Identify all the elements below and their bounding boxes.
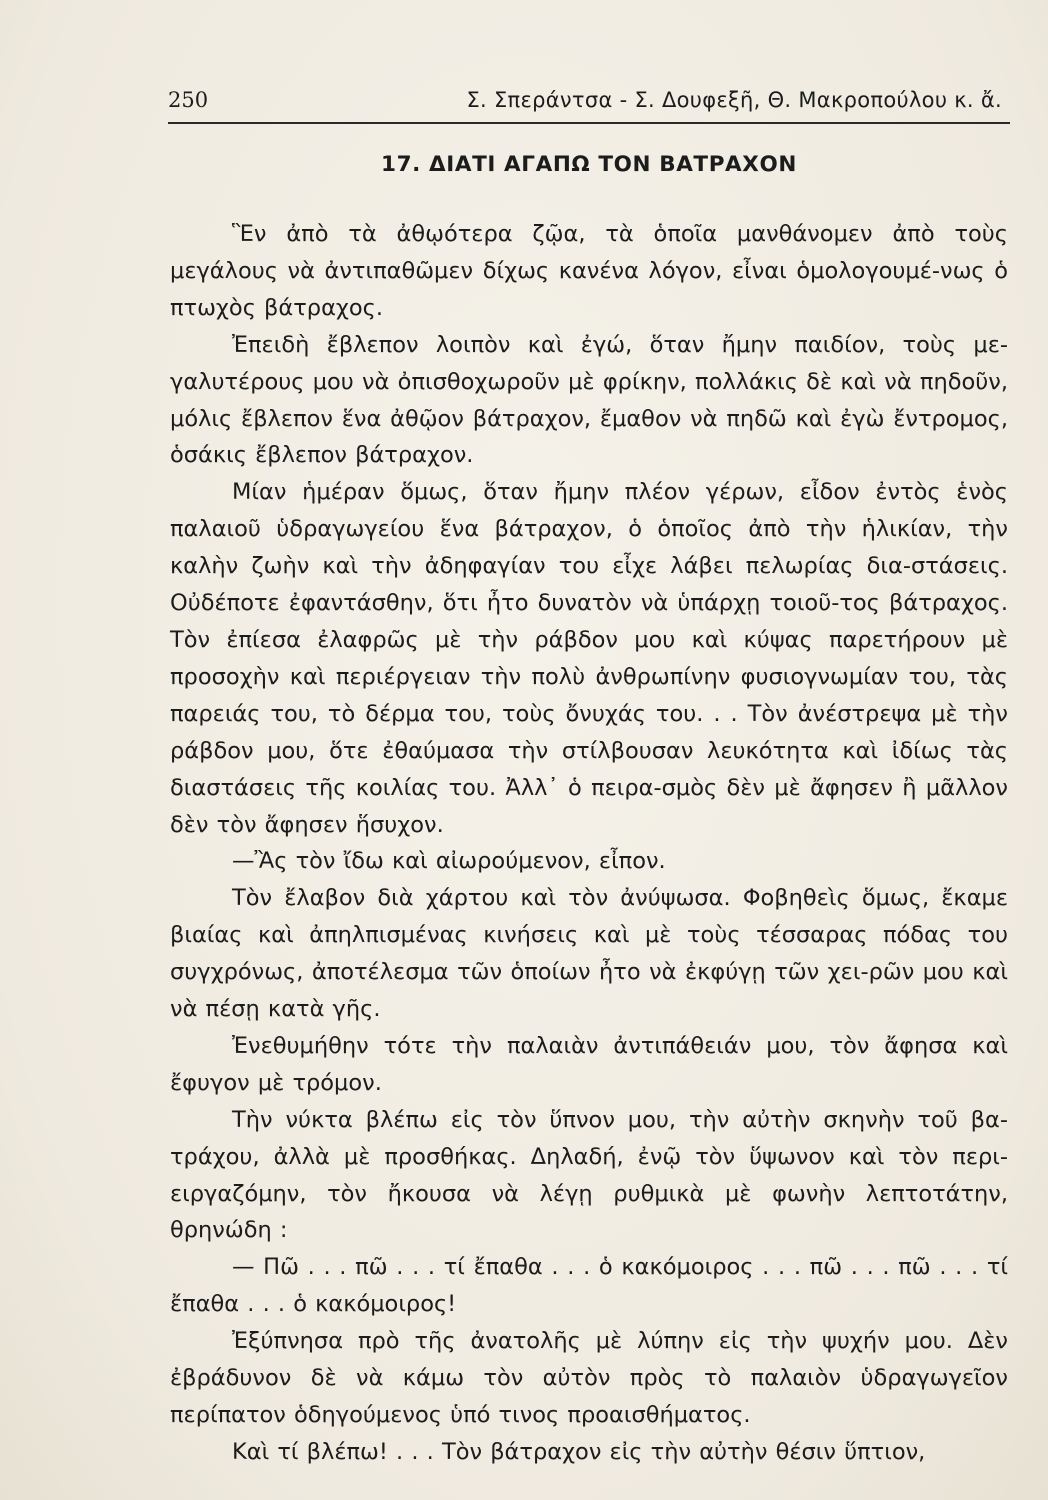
paragraph: Τὴν νύκτα βλέπω εἰς τὸν ὕπνον μου, τὴν αὐτὴν σκηνὴν τοῦ βα-τράχου, ἀλλὰ μὲ προσθήκας. Δηλαδή, ἐνῷ τὸν ὕψωνον καὶ τὸν περι-ειργαζόμην, τὸν ἤκουσα νὰ λέγῃ ρυθμικὰ μὲ φωνὴν λεπτοτάτην, θρηνώδη : (170, 1106, 1008, 1244)
paragraph: Μίαν ἡμέραν ὅμως, ὅταν ἤμην πλέον γέρων, εἶδον ἐντὸς ἑνὸς παλαιοῦ ὑδραγωγείου ἕνα βάτραχον, ὁ ὁποῖος ἀπὸ τὴν ἡλικίαν, τὴν καλὴν ζωὴν καὶ τὴν ἀδηφαγίαν του εἶχε λάβει πελωρίας δια-στάσεις. Οὐδέποτε ἐφαντάσθην, ὅτι ἦτο δυνατὸν νὰ ὑπάρχῃ τοιοῦ-τος βάτραχος. Τὸν ἐπίεσα ἐλαφρῶς μὲ τὴν ράβδον μου καὶ κύψας παρετήρουν μὲ προσοχὴν καὶ περιέργειαν τὴν πολὺ ἀνθρωπίνην φυσιογνωμίαν του, τὰς παρειάς του, τὸ δέρμα του, τοὺς ὄνυχάς του. . . Τὸν ἀνέστρεψα μὲ τὴν ράβδον μου, ὅτε ἐθαύμασα τὴν στίλβουσαν λευκότητα καὶ ἰδίως τὰς διαστάσεις τῆς κοιλίας του. Ἀλλ᾽ ὁ πειρα-σμὸς δὲν μὲ ἄφησεν ἢ μᾶλλον δὲν τὸν ἄφησεν ἥσυχον. (170, 479, 1008, 838)
page-number: 250 (168, 88, 209, 112)
paragraph: Ἐνεθυμήθην τότε τὴν παλαιὰν ἀντιπάθειάν μου, τὸν ἄφησα καὶ ἔφυγον μὲ τρόμον. (170, 1032, 1008, 1096)
paragraph: Ἐξύπνησα πρὸ τῆς ἀνατολῆς μὲ λύπην εἰς τὴν ψυχήν μου. Δὲν ἐβράδυνον δὲ νὰ κάμω τὸν αὐτὸν πρὸς τὸ παλαιὸν ὑδραγωγεῖον περίπατον ὁδηγούμενος ὑπό τινος προαισθήματος. (170, 1328, 1008, 1428)
paragraph: Ἐπειδὴ ἔβλεπον λοιπὸν καὶ ἐγώ, ὅταν ἤμην παιδίον, τοὺς με-γαλυτέρους μου νὰ ὀπισθοχωροῦν μὲ φρίκην, πολλάκις δὲ καὶ νὰ πηδοῦν, μόλις ἔβλεπον ἕνα ἀθῷον βάτραχον, ἔμαθον νὰ πηδῶ καὶ ἐγὼ ἔντρομος, ὁσάκις ἔβλεπον βάτραχον. (170, 331, 1008, 469)
chapter-title: 17. ΔΙΑΤΙ ΑΓΑΠΩ ΤΟΝ ΒΑΤΡΑΧΟΝ (381, 152, 797, 177)
running-head-authors: Σ. Σπεράντσα - Σ. Δουφεξῆ, Θ. Μακροπούλου κ. ἄ. (466, 88, 1002, 112)
dialogue-line: —Ἂς τὸν ἴδω καὶ αἰωρούμενον, εἶπον. (232, 848, 666, 875)
body-text (170, 216, 1008, 1471)
running-head (168, 84, 1008, 124)
dialogue-line: — Πῶ . . . πῶ . . . τί ἔπαθα . . . ὁ κακόμοιρος . . . πῶ . . . πῶ . . . τί ἔπαθα . . . ὁ κακόμοιρος! (170, 1254, 1008, 1318)
paragraph: Ἓν ἀπὸ τὰ ἀθῳότερα ζῷα, τὰ ὁποῖα μανθάνομεν ἀπὸ τοὺς μεγάλους νὰ ἀντιπαθῶμεν δίχως κανένα λόγον, εἶναι ὁμολογουμέ-νως ὁ πτωχὸς βάτραχος. (170, 221, 1008, 321)
paragraph: Τὸν ἔλαβον διὰ χάρτου καὶ τὸν ἀνύψωσα. Φοβηθεὶς ὅμως, ἔκαμε βιαίας καὶ ἀπηλπισμένας κινήσεις καὶ μὲ τοὺς τέσσαρας πόδας του συγχρόνως, ἀποτέλεσμα τῶν ὁποίων ἦτο νὰ ἐκφύγῃ τῶν χει-ρῶν μου καὶ νὰ πέσῃ κατὰ γῆς. (170, 885, 1008, 1023)
paragraph: Καὶ τί βλέπω! . . . Τὸν βάτραχον εἰς τὴν αὐτὴν θέσιν ὕπτιον, (232, 1438, 926, 1465)
header-rule (168, 122, 1010, 124)
